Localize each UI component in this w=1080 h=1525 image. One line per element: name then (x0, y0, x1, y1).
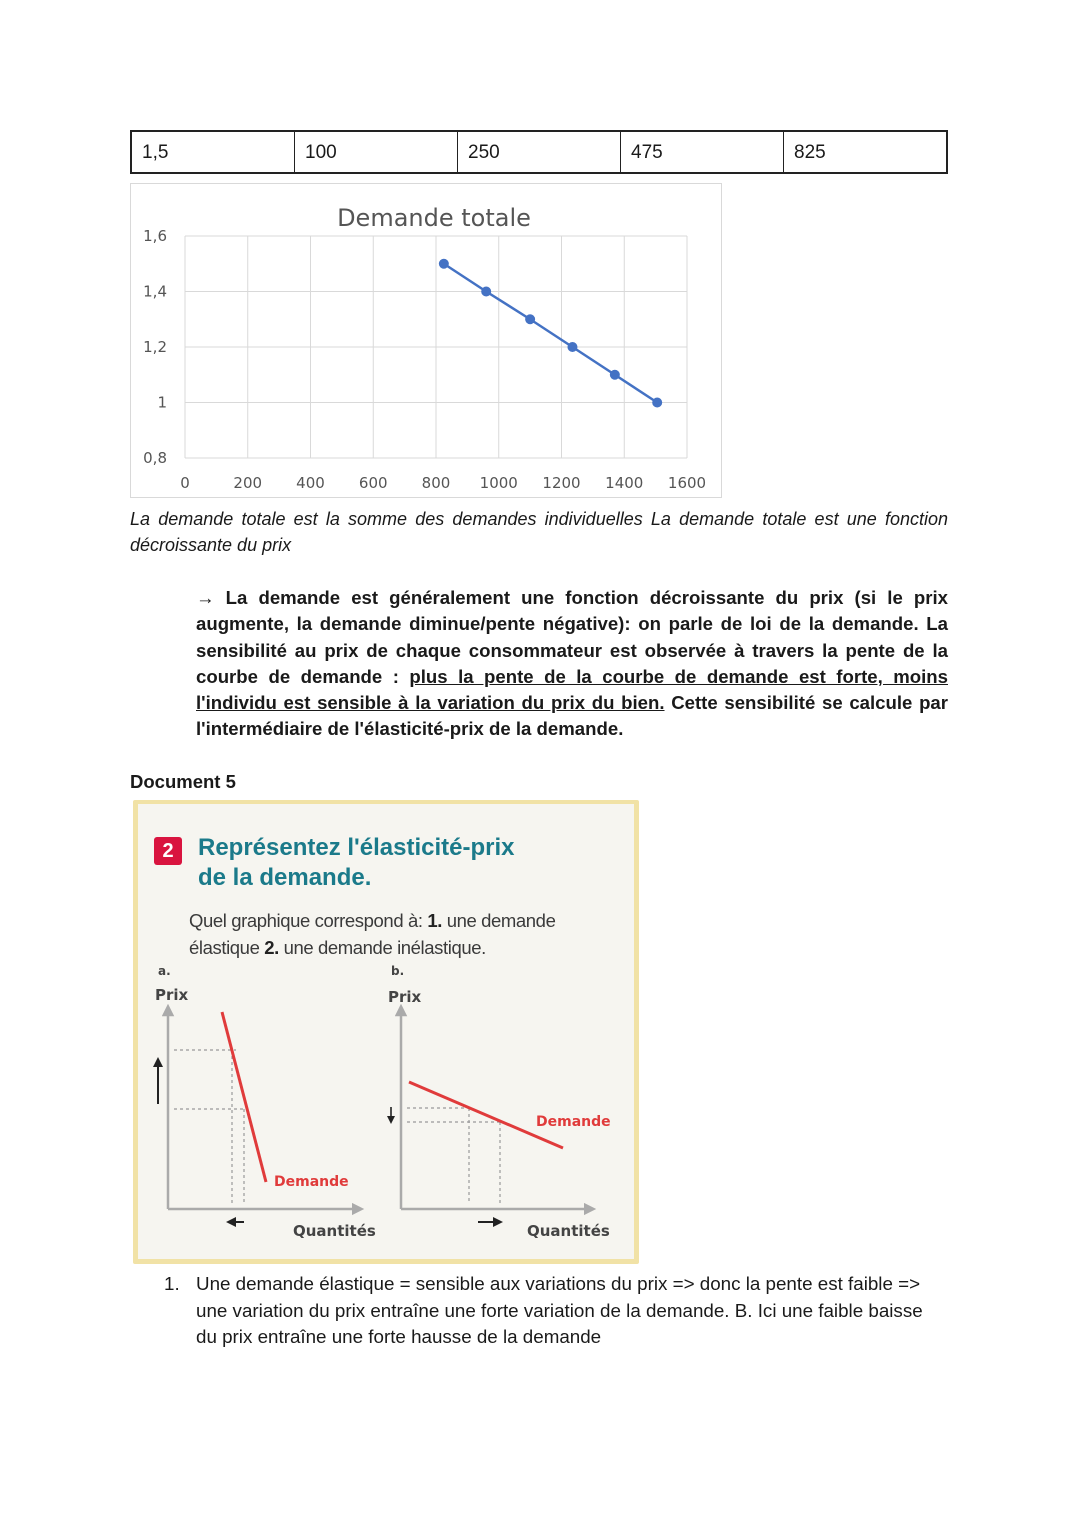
textbook-figure (133, 800, 639, 1264)
paragraph-underlined: plus la pente de la courbe de demande est forte, moins l'individu est sensible à la variation du prix du bien. (196, 665, 948, 714)
graph-a-demand-curve (222, 1012, 266, 1182)
series-line (444, 264, 657, 403)
table-cell: 1,5 (132, 132, 295, 172)
chart-grid (185, 236, 687, 458)
x-tick-label: 0 (180, 474, 190, 492)
graph-b-xlabel: Quantités (527, 1222, 610, 1240)
graph-b-curve-label: Demande (536, 1114, 611, 1130)
data-point (525, 314, 535, 324)
table-cell: 250 (458, 132, 621, 172)
x-tick-label: 200 (233, 474, 263, 492)
exercise-badge: 2 (154, 837, 182, 865)
paragraph-tail: Cette sensibilité se calcule par l'intermédiaire de l'élasticité-prix de la demande. (196, 692, 948, 740)
question-part: une demande inélastique. (278, 937, 486, 958)
data-point (481, 287, 491, 297)
y-tick-label: 0,8 (143, 449, 167, 467)
list-text: Une demande élastique = sensible aux variations du prix => donc la pente est faible => une variation du prix entraîne une forte variation de la demande. B. Ici une faible baisse du prix entraîne une forte hausse de la demande (196, 1273, 923, 1347)
x-tick-label: 1600 (667, 474, 707, 492)
document-title: Document 5 (130, 771, 236, 792)
list-number: 1. (164, 1273, 180, 1294)
explanation-paragraph (196, 585, 948, 743)
question-part: Quel graphique correspond à: (189, 910, 428, 931)
graph-b-ylabel: Prix (388, 988, 422, 1006)
graph-a-ylabel: Prix (155, 986, 189, 1004)
data-point (439, 259, 449, 269)
graph-b-letter: b. (391, 964, 405, 978)
y-tick-label: 1 (157, 393, 167, 412)
data-point (610, 370, 620, 380)
y-tick-label: 1,4 (143, 282, 167, 301)
x-tick-label: 400 (296, 474, 325, 492)
data-point (567, 342, 577, 352)
x-tick-label: 800 (421, 474, 451, 492)
figure-title-line1: Représentez l'élasticité-prix (198, 834, 515, 861)
question-number: 1. (427, 910, 442, 931)
graph-a-curve-label: Demande (274, 1174, 349, 1190)
x-tick-label: 1000 (479, 474, 518, 492)
demand-chart-svg (131, 184, 723, 499)
paragraph-lead: → La demande est généralement une fonction décroissante du prix (si le prix augmente, la demande diminue/pente négative): on parle de loi de la demande. La sensibilité au prix de chaque consommateur est observée à travers la pente de la courbe de demande : (196, 587, 948, 687)
elasticity-graphs (138, 804, 634, 1260)
x-tick-label: 1200 (542, 474, 581, 492)
data-table-row (130, 130, 948, 174)
x-tick-label: 1400 (605, 474, 644, 492)
table-cell: 825 (794, 142, 826, 163)
graph-b (388, 964, 611, 1240)
question-number: 2. (264, 937, 279, 958)
chart-caption: La demande totale est la somme des demandes individuelles La demande totale est une fonction décroissante du prix (130, 509, 948, 555)
demand-chart (130, 183, 722, 498)
graph-a-xlabel: Quantités (293, 1222, 376, 1240)
y-tick-label: 1,6 (143, 227, 167, 245)
chart-series (439, 259, 662, 408)
graph-a (155, 964, 376, 1240)
chart-ticks (143, 227, 706, 492)
data-point (652, 398, 662, 408)
chart-title: Demande totale (337, 204, 531, 232)
figure-title-line2: de la demande. (198, 864, 372, 891)
x-tick-label: 600 (358, 474, 388, 492)
graph-a-letter: a. (158, 964, 171, 978)
question-part: une demande élastique (189, 910, 556, 958)
table-cell: 475 (621, 132, 784, 172)
table-cell: 100 (295, 132, 458, 172)
y-tick-label: 1,2 (143, 338, 167, 356)
